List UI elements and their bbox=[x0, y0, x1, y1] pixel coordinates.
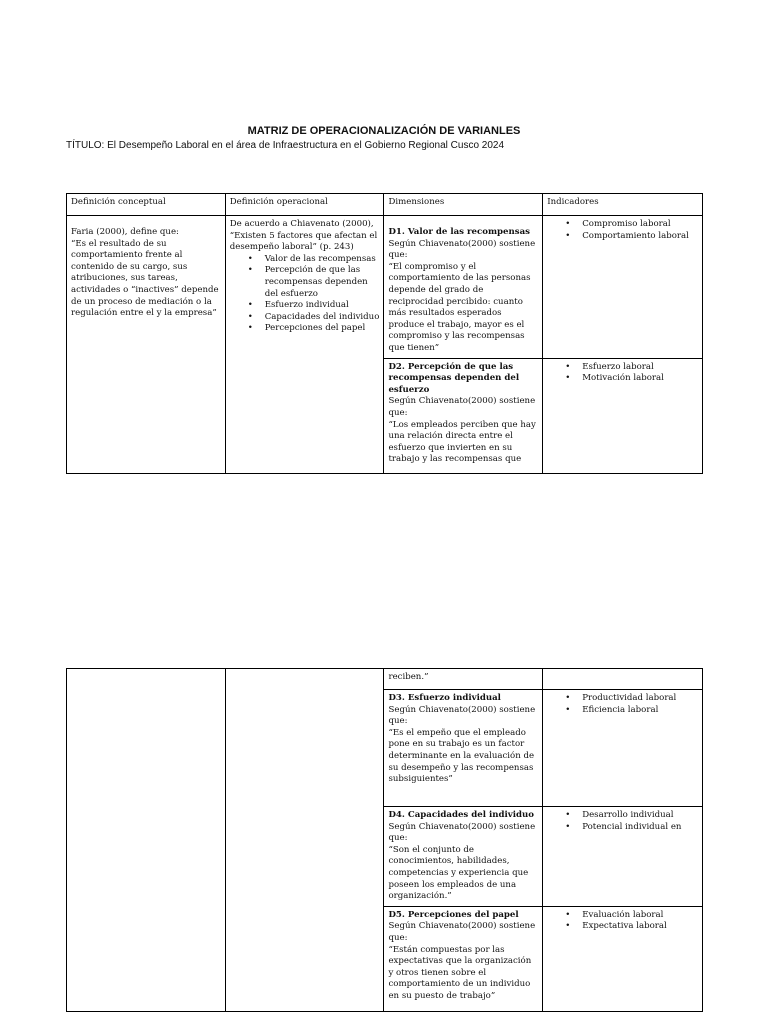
header-dimensions: Dimensiones bbox=[384, 194, 543, 216]
dimension-d2-continuation-cell bbox=[384, 669, 543, 690]
dimension-d1-cell bbox=[384, 216, 543, 359]
dimension-d2-title: D2. Percepción de que las recompensas dependen del esfuerzo bbox=[388, 361, 520, 395]
operational-definition-cell-continued bbox=[225, 669, 384, 1012]
list-item: • Evaluación laboral bbox=[582, 910, 698, 922]
list-item: • Eficiencia laboral bbox=[582, 705, 698, 717]
dimension-d3-title: D3. Esfuerzo individual bbox=[388, 693, 501, 703]
operational-intro: De acuerdo a Chiavenato (2000), “Existen 5 factores que afectan el desempeño laboral” (p. 243) bbox=[229, 219, 378, 253]
dimension-d4-title: D4. Capacidades del individuo bbox=[388, 810, 535, 820]
dimension-d1-text: Según Chiavenato(2000) sostiene que: “El compromiso y el comportamiento de las personas depende del grado de reciprocidad percibido: cuanto más resultados esperados produce el trabajo, mayor es el compromiso y las recompensas que tienen” bbox=[388, 238, 536, 353]
operationalization-table-part-1 bbox=[66, 193, 703, 474]
table-header-row bbox=[67, 194, 703, 216]
operational-definition-cell bbox=[225, 216, 384, 474]
list-item: • Capacidades del individuo bbox=[265, 312, 380, 324]
operational-factors-list bbox=[230, 254, 380, 335]
dimension-d5-cell bbox=[384, 906, 543, 1011]
indicators-d2-list bbox=[547, 362, 698, 385]
document-subtitle: TÍTULO: El Desempeño Laboral en el área de Infraestructura en el Gobierno Regional Cusco 2024 bbox=[66, 140, 505, 151]
conceptual-definition-text: Faria (2000), define que: “Es el resultado de su comportamiento frente al contenido de su cargo, sus atribuciones, sus tareas, actividades o “inactives” depende de un proceso de mediación o la regulación entre el y la empresa” bbox=[71, 227, 219, 319]
list-item: • Comportamiento laboral bbox=[582, 231, 698, 243]
indicators-d1-list bbox=[547, 219, 698, 242]
indicators-d3-cell bbox=[543, 690, 703, 807]
indicators-d4-cell bbox=[543, 807, 703, 907]
dimension-d5-title: D5. Percepciones del papel bbox=[388, 909, 519, 920]
list-item: • Percepción de que las recompensas dependen del esfuerzo bbox=[265, 265, 380, 300]
dimension-d3-cell bbox=[384, 690, 543, 807]
dimension-d3-text: Según Chiavenato(2000) sostiene que: “Es el empeño que el empleado pone en su trabajo es un factor determinante en la evaluación de su desempeño y las recompensas subsiguientes” bbox=[388, 704, 536, 785]
indicators-d5-list bbox=[547, 910, 698, 933]
table-row bbox=[67, 669, 703, 690]
indicators-d3-list bbox=[547, 693, 698, 716]
list-item: • Esfuerzo laboral bbox=[582, 362, 698, 374]
conceptual-definition-cell-continued bbox=[67, 669, 226, 1012]
header-indicators: Indicadores bbox=[543, 194, 703, 216]
header-conceptual: Definición conceptual bbox=[67, 194, 226, 216]
dimension-d4-cell bbox=[384, 807, 543, 907]
indicators-d2-cell bbox=[543, 358, 703, 473]
conceptual-definition-cell bbox=[67, 216, 226, 474]
list-item: • Potencial individual en bbox=[582, 822, 698, 834]
dimension-d1-title: D1. Valor de las recompensas bbox=[388, 227, 531, 237]
list-item: • Percepciones del papel bbox=[265, 323, 380, 335]
dimension-d5-text: Según Chiavenato(2000) sostiene que: “Están compuestas por las expectativas que la organización y otros tienen sobre el comportamiento de un individuo en su puesto de trabajo” bbox=[388, 921, 536, 1001]
list-item: • Compromiso laboral bbox=[582, 219, 698, 231]
operationalization-table-part-2 bbox=[66, 668, 703, 1012]
dimension-d2-continuation-text: reciben.” bbox=[388, 672, 429, 682]
list-item: • Expectativa laboral bbox=[582, 921, 698, 933]
header-operational: Definición operacional bbox=[225, 194, 384, 216]
dimension-d2-cell bbox=[384, 358, 543, 473]
list-item: • Esfuerzo individual bbox=[265, 300, 380, 312]
document-title: MATRIZ DE OPERACIONALIZACIÓN DE VARIANLES bbox=[247, 125, 521, 137]
dimension-d2-text: Según Chiavenato(2000) sostiene que: “Los empleados perciben que hay una relación directa entre el esfuerzo que invierten en su trabajo y las recompensas que bbox=[388, 396, 536, 465]
indicators-empty-cell bbox=[543, 669, 703, 690]
list-item: • Motivación laboral bbox=[582, 373, 698, 385]
table-row bbox=[67, 216, 703, 359]
dimension-d4-text: Según Chiavenato(2000) sostiene que: “Son el conjunto de conocimientos, habilidades, competencias y experiencia que poseen los empleados de una organización.” bbox=[388, 821, 536, 902]
indicators-d4-list bbox=[547, 810, 698, 833]
list-item: • Desarrollo individual bbox=[582, 810, 698, 822]
indicators-d5-cell bbox=[543, 906, 703, 1011]
list-item: • Valor de las recompensas bbox=[265, 254, 380, 266]
list-item: • Productividad laboral bbox=[582, 693, 698, 705]
indicators-d1-cell bbox=[543, 216, 703, 359]
